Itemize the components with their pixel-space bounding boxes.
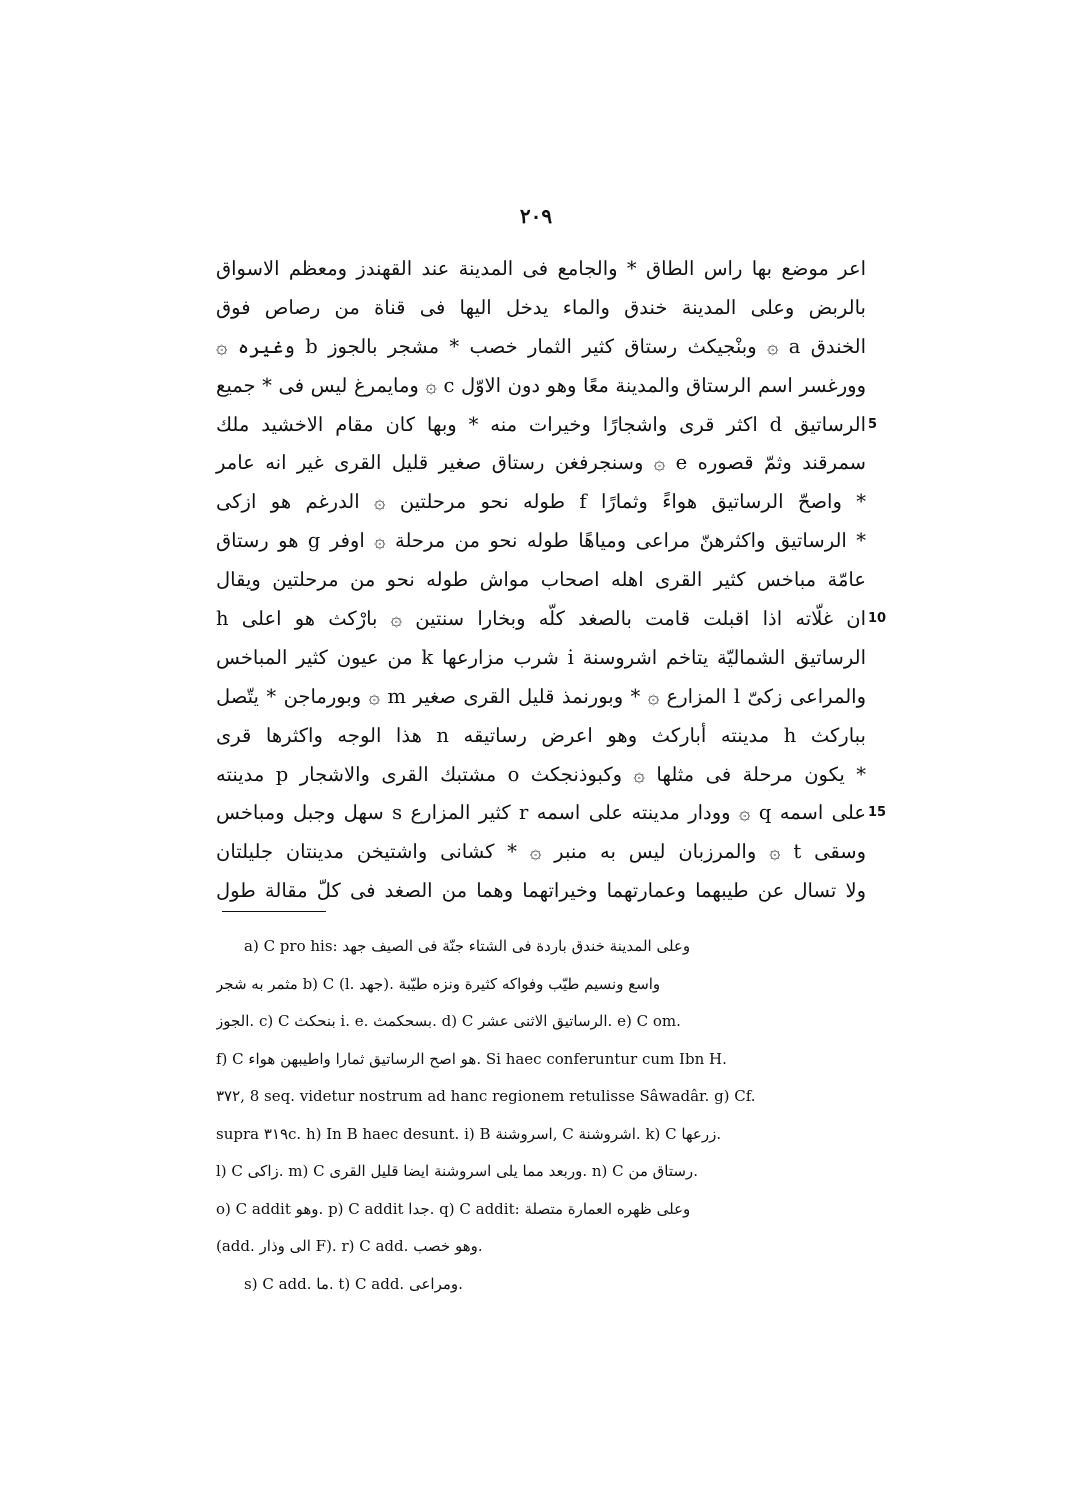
footnote-line: l) C زاكى. m) C وربعد مما يلى اسروشنة ايضا قليل القرى. n) C رستاق من. [216,1162,698,1180]
text-line [216,367,866,406]
text-line-content: بالربض وعلى المدينة خندق والماء يدخل اليها فى قناة من رصاص فوق [216,295,866,319]
text-line [216,289,866,328]
text-line [216,328,866,367]
line-number: 10 [868,611,887,627]
footnote-line: ٣٧٢, 8 seq. videtur nostrum ad hanc regionem retulisse Sâwadâr. g) Cf. [216,1087,756,1105]
text-line-content: ولا تسال عن طيبهما وعمارتهما وخيراتهما وهما من الصغد فى كلّ مقالة طول [216,879,866,903]
text-line [216,250,866,289]
footnote-line: (add. الى وذار F). r) C add. وهو خصب. [216,1237,483,1255]
text-line [216,717,866,756]
main-text [216,250,887,911]
text-line [216,600,887,639]
footnote-divider [222,911,326,912]
text-line-content: ان غلّاته اذا اقبلت قامت بالصغد كلّه وبخارا سنتين ۞ بارْكث هو اعلى h [216,607,866,631]
text-line [216,833,866,872]
text-line-content: * الرساتيق واكثرهنّ مراعى ومياهًا طوله نحو من مرحلة ۞ اوفر g هو رستاق [216,529,866,553]
text-line-content: على اسمه q ۞ وودار مدينته على اسمه r كثير المزارع s سهل وجبل ومباخس [216,801,866,825]
footnotes [216,928,866,1303]
text-line-content: سمرقند وثمّ قصوره e ۞ وسنجرفغن رستاق صغير قليل القرى غير انه عامر [216,451,867,475]
text-line [216,483,866,522]
text-line [216,639,866,678]
text-line [216,756,866,795]
text-line-content: * واصحّ الرساتيق هواءً وثمارًا f طوله نحو مرحلتين ۞ الدرغم هو ازكى [216,490,866,514]
text-line [216,561,866,600]
footnote-line: f) C هو اصح الرساتيق ثمارا واطيبهن هواء. Si haec conferuntur cum Ibn H. [216,1049,727,1068]
text-line-content: اعر موضع بها راس الطاق * والجامع فى المدينة عند القهندز ومعظم الاسواق [216,257,866,280]
text-line-content: وسقى t ۞ والمرزبان ليس به منبر ۞ * كشانى واشتيخن مدينتان جليلتان [216,840,866,864]
text-line-content: الرساتيق d اكثر قرى واشجارًا وخيرات منه * وبها كان مقام الاخشيد ملك [216,412,866,436]
text-line-content: عامّة مباخس كثير القرى اهله اصحاب مواش طوله نحو من مرحلتين ويقال [216,568,866,592]
text-line-content: والمراعى زكىّ l المزارع ۞ * وبورنمذ قليل القرى صغير m ۞ وبورماجن * يتّصل [216,684,866,708]
footnote-line: مثمر به شجر b) C (l. جهد). واسع ونسيم طيّب وفواكه كثيرة ونزه طيّبة [216,974,661,993]
line-number: 5 [868,416,878,432]
footnote-line: الجوز. c) C بنحكث i. e. بسحكمث. d) C الرساتيق الاثنى عشر. e) C om. [216,1012,681,1030]
footnote-line: s) C add. ما. t) C add. ومراعى. [244,1274,463,1293]
footnote-line: supra ٣١٩c. h) In B haec desunt. i) B اسروشنة, C اشروشنة. k) C زرعها. [216,1124,722,1143]
text-line-content: الرساتيق الشماليّة يتاخم اشروسنة i شرب مزارعها k من عيون كثير المباخس [216,645,866,669]
text-line [216,794,887,833]
text-line-content: الخندق a ۞ وبنْجيكث رستاق كثير الثمار خصب * مشجر بالجوز b وغيره ۞ [216,334,866,358]
text-line-content: وورغسر اسم الرستاق والمدينة معًا وهو دون الاوّل c ۞ ومايمرغ ليس فى * جميع [216,373,866,397]
text-line [216,406,878,445]
footnote-line: o) C addit وهو. p) C addit جدا. q) C addit: وعلى ظهره العمارة متصلة [216,1199,691,1218]
text-line-content: ببارکث h مدينته أباركث وهو اعرض رساتيقه n هذا الوجه واكثرها قرى [216,723,866,747]
page-number: ٢٠٩ [519,204,553,228]
text-line [216,678,866,717]
text-line-content: * يكون مرحلة فى مثلها ۞ وكبوذنجكث o مشتبك القرى والاشجار p مدينته [216,762,867,786]
line-number: 15 [868,805,887,821]
text-line [216,444,866,483]
text-line [216,872,866,911]
text-line [216,522,866,561]
footnote-line: a) C pro his: وعلى المدينة خندق باردة فى الشتاء جنّة فى الصيف جهد [244,937,691,955]
